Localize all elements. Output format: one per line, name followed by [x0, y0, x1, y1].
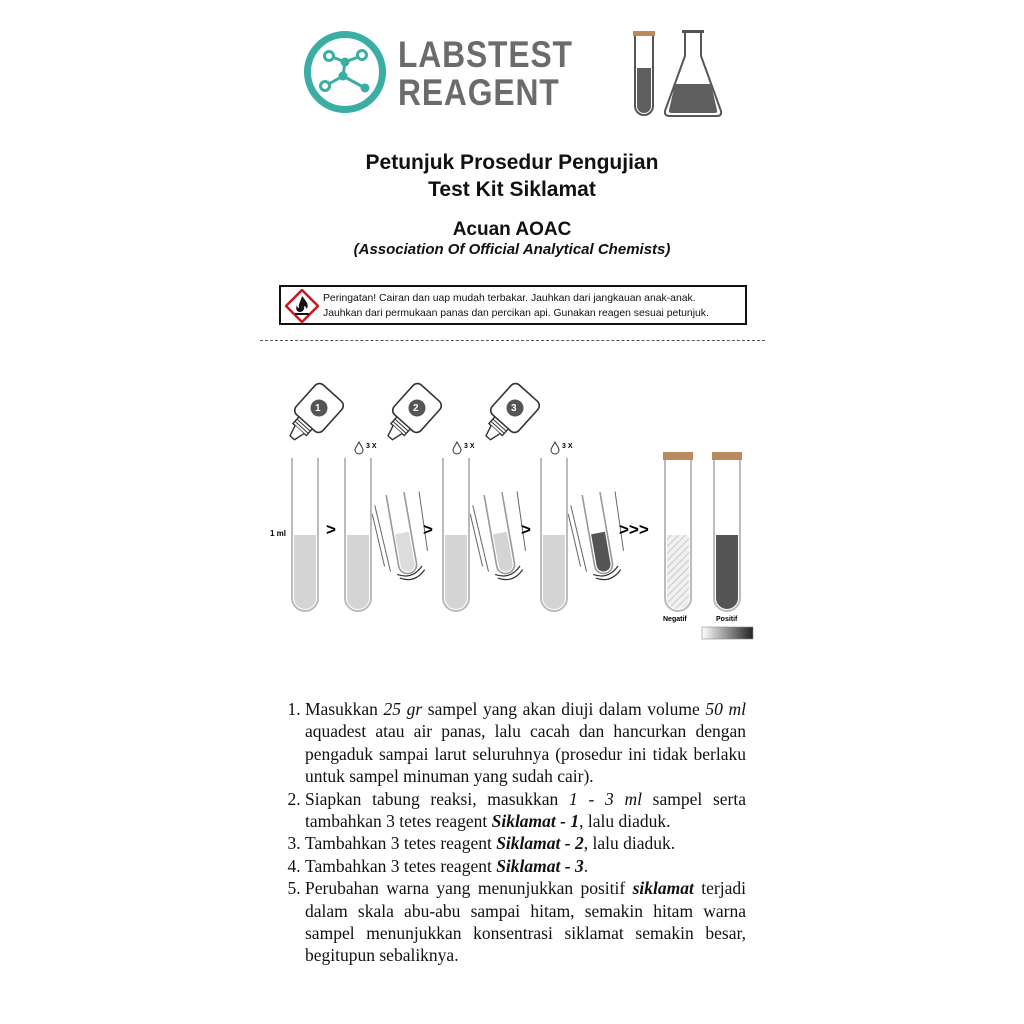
- step-item: 4. Tambahkan 3 tetes reagent Siklamat - 3.: [305, 855, 746, 877]
- drop-count-3: 3 X: [562, 443, 573, 450]
- page-title: Petunjuk Prosedur Pengujian: [365, 151, 659, 174]
- warning-box: [279, 285, 747, 325]
- drop-count-2: 3 X: [464, 443, 475, 450]
- test-tube-positive: [712, 452, 742, 611]
- step-item: 2. Siapkan tabung reaksi, masukkan 1 - 3 ml sampel serta tambahkan 3 tetes reagent Siklamat - 1, lalu diaduk.: [305, 788, 746, 833]
- drop-icon: [551, 442, 559, 454]
- dashed-divider: [260, 340, 765, 341]
- arrow-1: >: [326, 520, 336, 539]
- flammable-hazard-icon: [285, 289, 319, 323]
- test-tube-sample: [292, 458, 318, 611]
- flask-icon: [665, 30, 721, 116]
- reference-heading: Acuan AOAC: [452, 219, 572, 240]
- test-tube-step-3: [541, 458, 567, 611]
- test-tube-step-2: [443, 458, 469, 611]
- reference-full-name: (Association Of Official Analytical Chemists): [353, 241, 671, 258]
- bottle-number-1: 1: [315, 403, 321, 414]
- bottle-number-2: 2: [413, 403, 419, 414]
- arrow-result: >>>: [619, 520, 649, 539]
- arrow-2: >: [423, 520, 433, 539]
- warning-line1: Peringatan! Cairan dan uap mudah terbakar. Jauhkan dari jangkauan anak-anak.: [323, 293, 696, 304]
- brand-line1: LABSTEST: [398, 34, 573, 75]
- bottle-number-3: 3: [511, 403, 517, 414]
- brand-line2: REAGENT: [398, 72, 560, 113]
- step-item: 3. Tambahkan 3 tetes reagent Siklamat - 2, lalu diaduk.: [305, 832, 746, 854]
- reagent-bottle-1-icon: [279, 381, 346, 450]
- drop-icon: [453, 442, 461, 454]
- volume-label: 1 ml: [270, 529, 287, 538]
- page-subtitle: Test Kit Siklamat: [428, 178, 596, 201]
- brand-name: [398, 36, 573, 112]
- drop-count-1: 3 X: [366, 443, 377, 450]
- procedure-steps: [278, 698, 746, 967]
- positive-label: Positif: [716, 616, 738, 623]
- test-tube-negative: [663, 452, 693, 611]
- drop-icon: [355, 442, 363, 454]
- step-item: 5. Perubahan warna yang menunjukkan positif siklamat terjadi dalam skala abu-abu sampai hitam, semakin hitam warna sampel menunjukkan konsentrasi siklamat semakin besar, begitupun sebaliknya.: [305, 877, 746, 967]
- procedure-diagram: [255, 378, 765, 648]
- test-tube-icon: [633, 31, 655, 115]
- step-item: 1. Masukkan 25 gr sampel yang akan diuji dalam volume 50 ml aquadest atau air panas, lalu cacah dan hancurkan dengan pengaduk sampai larut seluruhnya (prosedur ini tidak berlaku untuk sampel minuman yang sudah cair).: [305, 698, 746, 788]
- arrow-3: >: [521, 520, 531, 539]
- grayscale-bar: [702, 627, 753, 639]
- labware-icon: [628, 26, 728, 122]
- negative-label: Negatif: [663, 616, 687, 623]
- reagent-bottle-3-icon: [475, 381, 542, 450]
- reagent-bottle-2-icon: [377, 381, 444, 450]
- labstest-logo-icon: [303, 30, 387, 114]
- warning-line2: Jauhkan dari permukaan panas dan percikan api. Gunakan reagen sesuai petunjuk.: [323, 308, 709, 319]
- test-tube-step-1: [345, 458, 371, 611]
